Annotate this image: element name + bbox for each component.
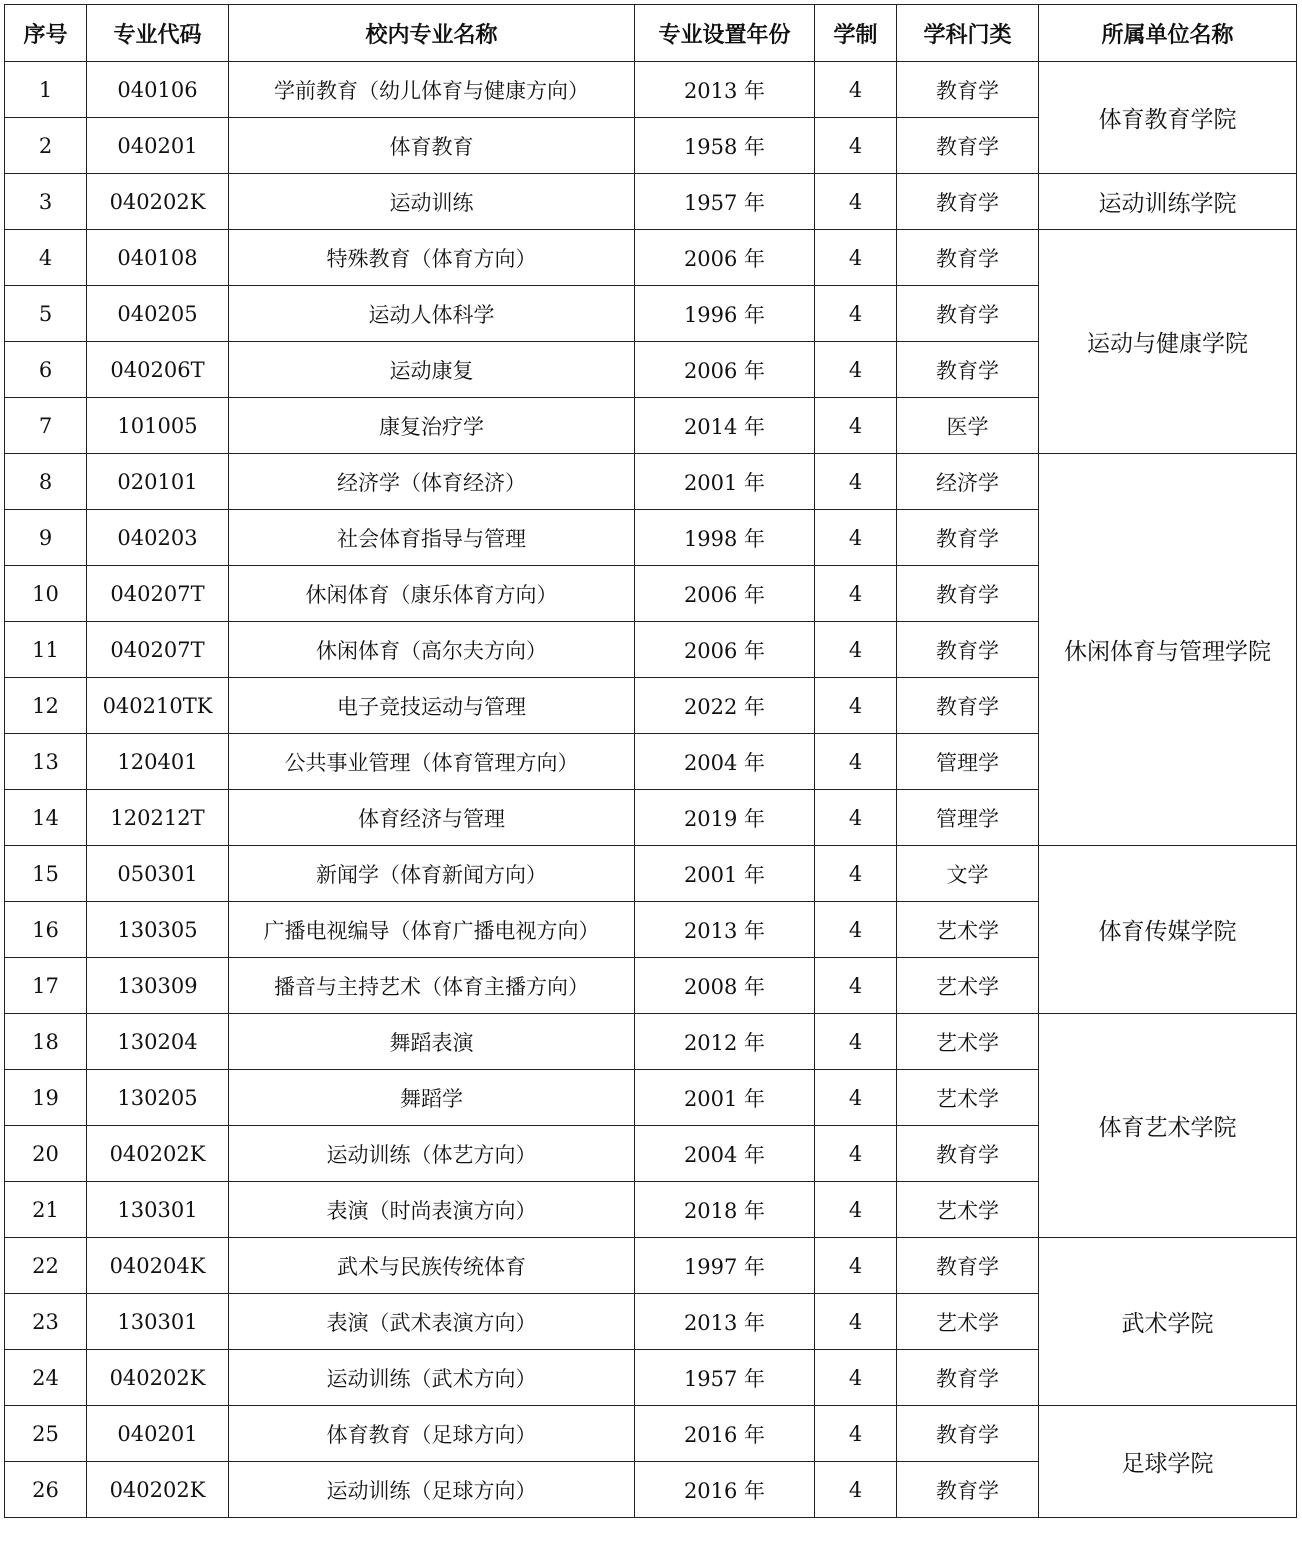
established-year-cell: 2016 年 bbox=[635, 1462, 815, 1518]
discipline-category-cell: 教育学 bbox=[897, 1350, 1039, 1406]
established-year-cell: 1958 年 bbox=[635, 118, 815, 174]
major-code-cell: 040207T bbox=[87, 622, 229, 678]
row-serial-cell: 6 bbox=[5, 342, 87, 398]
row-serial-cell: 1 bbox=[5, 62, 87, 118]
major-name-cell: 休闲体育（康乐体育方向） bbox=[229, 566, 635, 622]
discipline-category-cell: 教育学 bbox=[897, 230, 1039, 286]
unit-name-cell: 体育传媒学院 bbox=[1039, 846, 1297, 1014]
discipline-category-cell: 教育学 bbox=[897, 62, 1039, 118]
program-length-cell: 4 bbox=[815, 1238, 897, 1294]
major-name-cell: 运动训练（武术方向） bbox=[229, 1350, 635, 1406]
row-serial-cell: 12 bbox=[5, 678, 87, 734]
major-code-cell: 130305 bbox=[87, 902, 229, 958]
row-serial-cell: 19 bbox=[5, 1070, 87, 1126]
major-name-cell: 表演（时尚表演方向） bbox=[229, 1182, 635, 1238]
established-year-cell: 2001 年 bbox=[635, 846, 815, 902]
established-year-cell: 2022 年 bbox=[635, 678, 815, 734]
row-serial-cell: 24 bbox=[5, 1350, 87, 1406]
major-code-cell: 040201 bbox=[87, 118, 229, 174]
row-serial-cell: 2 bbox=[5, 118, 87, 174]
discipline-category-cell: 教育学 bbox=[897, 342, 1039, 398]
discipline-category-cell: 教育学 bbox=[897, 174, 1039, 230]
major-code-cell: 120212T bbox=[87, 790, 229, 846]
discipline-category-cell: 艺术学 bbox=[897, 1294, 1039, 1350]
header-established-year: 专业设置年份 bbox=[635, 5, 815, 62]
unit-name-cell: 体育教育学院 bbox=[1039, 62, 1297, 174]
program-length-cell: 4 bbox=[815, 118, 897, 174]
major-name-cell: 特殊教育（体育方向） bbox=[229, 230, 635, 286]
major-code-cell: 040206T bbox=[87, 342, 229, 398]
major-code-cell: 040203 bbox=[87, 510, 229, 566]
discipline-category-cell: 教育学 bbox=[897, 1462, 1039, 1518]
discipline-category-cell: 艺术学 bbox=[897, 1182, 1039, 1238]
major-code-cell: 040210TK bbox=[87, 678, 229, 734]
established-year-cell: 2014 年 bbox=[635, 398, 815, 454]
discipline-category-cell: 教育学 bbox=[897, 286, 1039, 342]
program-length-cell: 4 bbox=[815, 510, 897, 566]
major-code-cell: 130301 bbox=[87, 1294, 229, 1350]
major-name-cell: 体育教育 bbox=[229, 118, 635, 174]
major-name-cell: 社会体育指导与管理 bbox=[229, 510, 635, 566]
header-major-code: 专业代码 bbox=[87, 5, 229, 62]
major-name-cell: 学前教育（幼儿体育与健康方向） bbox=[229, 62, 635, 118]
major-name-cell: 舞蹈表演 bbox=[229, 1014, 635, 1070]
major-code-cell: 040202K bbox=[87, 174, 229, 230]
major-name-cell: 公共事业管理（体育管理方向） bbox=[229, 734, 635, 790]
program-length-cell: 4 bbox=[815, 566, 897, 622]
program-length-cell: 4 bbox=[815, 454, 897, 510]
major-name-cell: 运动训练（足球方向） bbox=[229, 1462, 635, 1518]
major-code-cell: 101005 bbox=[87, 398, 229, 454]
major-code-cell: 040202K bbox=[87, 1350, 229, 1406]
established-year-cell: 2012 年 bbox=[635, 1014, 815, 1070]
discipline-category-cell: 教育学 bbox=[897, 678, 1039, 734]
row-serial-cell: 5 bbox=[5, 286, 87, 342]
discipline-category-cell: 医学 bbox=[897, 398, 1039, 454]
program-length-cell: 4 bbox=[815, 958, 897, 1014]
established-year-cell: 2019 年 bbox=[635, 790, 815, 846]
discipline-category-cell: 管理学 bbox=[897, 734, 1039, 790]
established-year-cell: 2004 年 bbox=[635, 734, 815, 790]
discipline-category-cell: 教育学 bbox=[897, 1238, 1039, 1294]
established-year-cell: 2004 年 bbox=[635, 1126, 815, 1182]
program-length-cell: 4 bbox=[815, 398, 897, 454]
major-code-cell: 040205 bbox=[87, 286, 229, 342]
established-year-cell: 1996 年 bbox=[635, 286, 815, 342]
table-body bbox=[5, 62, 1297, 1518]
major-code-cell: 040204K bbox=[87, 1238, 229, 1294]
established-year-cell: 1998 年 bbox=[635, 510, 815, 566]
major-code-cell: 130204 bbox=[87, 1014, 229, 1070]
discipline-category-cell: 文学 bbox=[897, 846, 1039, 902]
established-year-cell: 2001 年 bbox=[635, 1070, 815, 1126]
established-year-cell: 2016 年 bbox=[635, 1406, 815, 1462]
discipline-category-cell: 艺术学 bbox=[897, 958, 1039, 1014]
major-code-cell: 040201 bbox=[87, 1406, 229, 1462]
header-serial-number: 序号 bbox=[5, 5, 87, 62]
established-year-cell: 2006 年 bbox=[635, 566, 815, 622]
row-serial-cell: 22 bbox=[5, 1238, 87, 1294]
major-code-cell: 040202K bbox=[87, 1126, 229, 1182]
row-serial-cell: 9 bbox=[5, 510, 87, 566]
discipline-category-cell: 教育学 bbox=[897, 1406, 1039, 1462]
program-length-cell: 4 bbox=[815, 846, 897, 902]
major-code-cell: 130205 bbox=[87, 1070, 229, 1126]
major-name-cell: 表演（武术表演方向） bbox=[229, 1294, 635, 1350]
row-serial-cell: 11 bbox=[5, 622, 87, 678]
major-name-cell: 运动康复 bbox=[229, 342, 635, 398]
row-serial-cell: 25 bbox=[5, 1406, 87, 1462]
table-row bbox=[5, 174, 1297, 230]
major-code-cell: 130301 bbox=[87, 1182, 229, 1238]
row-serial-cell: 23 bbox=[5, 1294, 87, 1350]
program-length-cell: 4 bbox=[815, 1294, 897, 1350]
majors-table bbox=[4, 4, 1297, 1518]
discipline-category-cell: 艺术学 bbox=[897, 902, 1039, 958]
established-year-cell: 2013 年 bbox=[635, 1294, 815, 1350]
unit-name-cell: 运动与健康学院 bbox=[1039, 230, 1297, 454]
program-length-cell: 4 bbox=[815, 622, 897, 678]
major-name-cell: 运动训练 bbox=[229, 174, 635, 230]
major-name-cell: 舞蹈学 bbox=[229, 1070, 635, 1126]
major-name-cell: 休闲体育（高尔夫方向） bbox=[229, 622, 635, 678]
program-length-cell: 4 bbox=[815, 230, 897, 286]
established-year-cell: 2001 年 bbox=[635, 454, 815, 510]
major-code-cell: 040207T bbox=[87, 566, 229, 622]
major-code-cell: 130309 bbox=[87, 958, 229, 1014]
established-year-cell: 1957 年 bbox=[635, 174, 815, 230]
unit-name-cell: 休闲体育与管理学院 bbox=[1039, 454, 1297, 846]
row-serial-cell: 15 bbox=[5, 846, 87, 902]
major-name-cell: 播音与主持艺术（体育主播方向） bbox=[229, 958, 635, 1014]
program-length-cell: 4 bbox=[815, 1406, 897, 1462]
program-length-cell: 4 bbox=[815, 790, 897, 846]
header-row bbox=[5, 5, 1297, 62]
major-code-cell: 050301 bbox=[87, 846, 229, 902]
major-code-cell: 020101 bbox=[87, 454, 229, 510]
established-year-cell: 1997 年 bbox=[635, 1238, 815, 1294]
row-serial-cell: 18 bbox=[5, 1014, 87, 1070]
major-name-cell: 新闻学（体育新闻方向） bbox=[229, 846, 635, 902]
established-year-cell: 2018 年 bbox=[635, 1182, 815, 1238]
major-name-cell: 武术与民族传统体育 bbox=[229, 1238, 635, 1294]
row-serial-cell: 21 bbox=[5, 1182, 87, 1238]
table-row bbox=[5, 454, 1297, 510]
program-length-cell: 4 bbox=[815, 902, 897, 958]
unit-name-cell: 足球学院 bbox=[1039, 1406, 1297, 1518]
row-serial-cell: 7 bbox=[5, 398, 87, 454]
unit-name-cell: 武术学院 bbox=[1039, 1238, 1297, 1406]
row-serial-cell: 4 bbox=[5, 230, 87, 286]
major-name-cell: 康复治疗学 bbox=[229, 398, 635, 454]
program-length-cell: 4 bbox=[815, 734, 897, 790]
established-year-cell: 2006 年 bbox=[635, 622, 815, 678]
discipline-category-cell: 艺术学 bbox=[897, 1070, 1039, 1126]
established-year-cell: 2006 年 bbox=[635, 230, 815, 286]
row-serial-cell: 20 bbox=[5, 1126, 87, 1182]
discipline-category-cell: 教育学 bbox=[897, 510, 1039, 566]
table-row bbox=[5, 62, 1297, 118]
discipline-category-cell: 教育学 bbox=[897, 118, 1039, 174]
row-serial-cell: 3 bbox=[5, 174, 87, 230]
major-code-cell: 040108 bbox=[87, 230, 229, 286]
program-length-cell: 4 bbox=[815, 1182, 897, 1238]
program-length-cell: 4 bbox=[815, 1462, 897, 1518]
row-serial-cell: 10 bbox=[5, 566, 87, 622]
established-year-cell: 2013 年 bbox=[635, 62, 815, 118]
row-serial-cell: 8 bbox=[5, 454, 87, 510]
row-serial-cell: 16 bbox=[5, 902, 87, 958]
row-serial-cell: 26 bbox=[5, 1462, 87, 1518]
discipline-category-cell: 经济学 bbox=[897, 454, 1039, 510]
program-length-cell: 4 bbox=[815, 174, 897, 230]
program-length-cell: 4 bbox=[815, 1070, 897, 1126]
table-row bbox=[5, 1406, 1297, 1462]
table-row bbox=[5, 846, 1297, 902]
established-year-cell: 2013 年 bbox=[635, 902, 815, 958]
major-name-cell: 体育教育（足球方向） bbox=[229, 1406, 635, 1462]
program-length-cell: 4 bbox=[815, 678, 897, 734]
major-name-cell: 经济学（体育经济） bbox=[229, 454, 635, 510]
unit-name-cell: 运动训练学院 bbox=[1039, 174, 1297, 230]
program-length-cell: 4 bbox=[815, 1014, 897, 1070]
unit-name-cell: 体育艺术学院 bbox=[1039, 1014, 1297, 1238]
discipline-category-cell: 教育学 bbox=[897, 1126, 1039, 1182]
major-code-cell: 040202K bbox=[87, 1462, 229, 1518]
program-length-cell: 4 bbox=[815, 62, 897, 118]
program-length-cell: 4 bbox=[815, 1126, 897, 1182]
established-year-cell: 1957 年 bbox=[635, 1350, 815, 1406]
row-serial-cell: 17 bbox=[5, 958, 87, 1014]
header-discipline-category: 学科门类 bbox=[897, 5, 1039, 62]
major-code-cell: 120401 bbox=[87, 734, 229, 790]
program-length-cell: 4 bbox=[815, 286, 897, 342]
discipline-category-cell: 艺术学 bbox=[897, 1014, 1039, 1070]
major-name-cell: 广播电视编导（体育广播电视方向） bbox=[229, 902, 635, 958]
established-year-cell: 2008 年 bbox=[635, 958, 815, 1014]
header-program-length: 学制 bbox=[815, 5, 897, 62]
discipline-category-cell: 管理学 bbox=[897, 790, 1039, 846]
discipline-category-cell: 教育学 bbox=[897, 566, 1039, 622]
table-row bbox=[5, 1238, 1297, 1294]
major-name-cell: 电子竞技运动与管理 bbox=[229, 678, 635, 734]
row-serial-cell: 13 bbox=[5, 734, 87, 790]
header-unit-name: 所属单位名称 bbox=[1039, 5, 1297, 62]
table-row bbox=[5, 1014, 1297, 1070]
major-name-cell: 运动人体科学 bbox=[229, 286, 635, 342]
major-code-cell: 040106 bbox=[87, 62, 229, 118]
program-length-cell: 4 bbox=[815, 1350, 897, 1406]
program-length-cell: 4 bbox=[815, 342, 897, 398]
discipline-category-cell: 教育学 bbox=[897, 622, 1039, 678]
table-row bbox=[5, 230, 1297, 286]
established-year-cell: 2006 年 bbox=[635, 342, 815, 398]
row-serial-cell: 14 bbox=[5, 790, 87, 846]
major-name-cell: 体育经济与管理 bbox=[229, 790, 635, 846]
header-major-name: 校内专业名称 bbox=[229, 5, 635, 62]
major-name-cell: 运动训练（体艺方向） bbox=[229, 1126, 635, 1182]
